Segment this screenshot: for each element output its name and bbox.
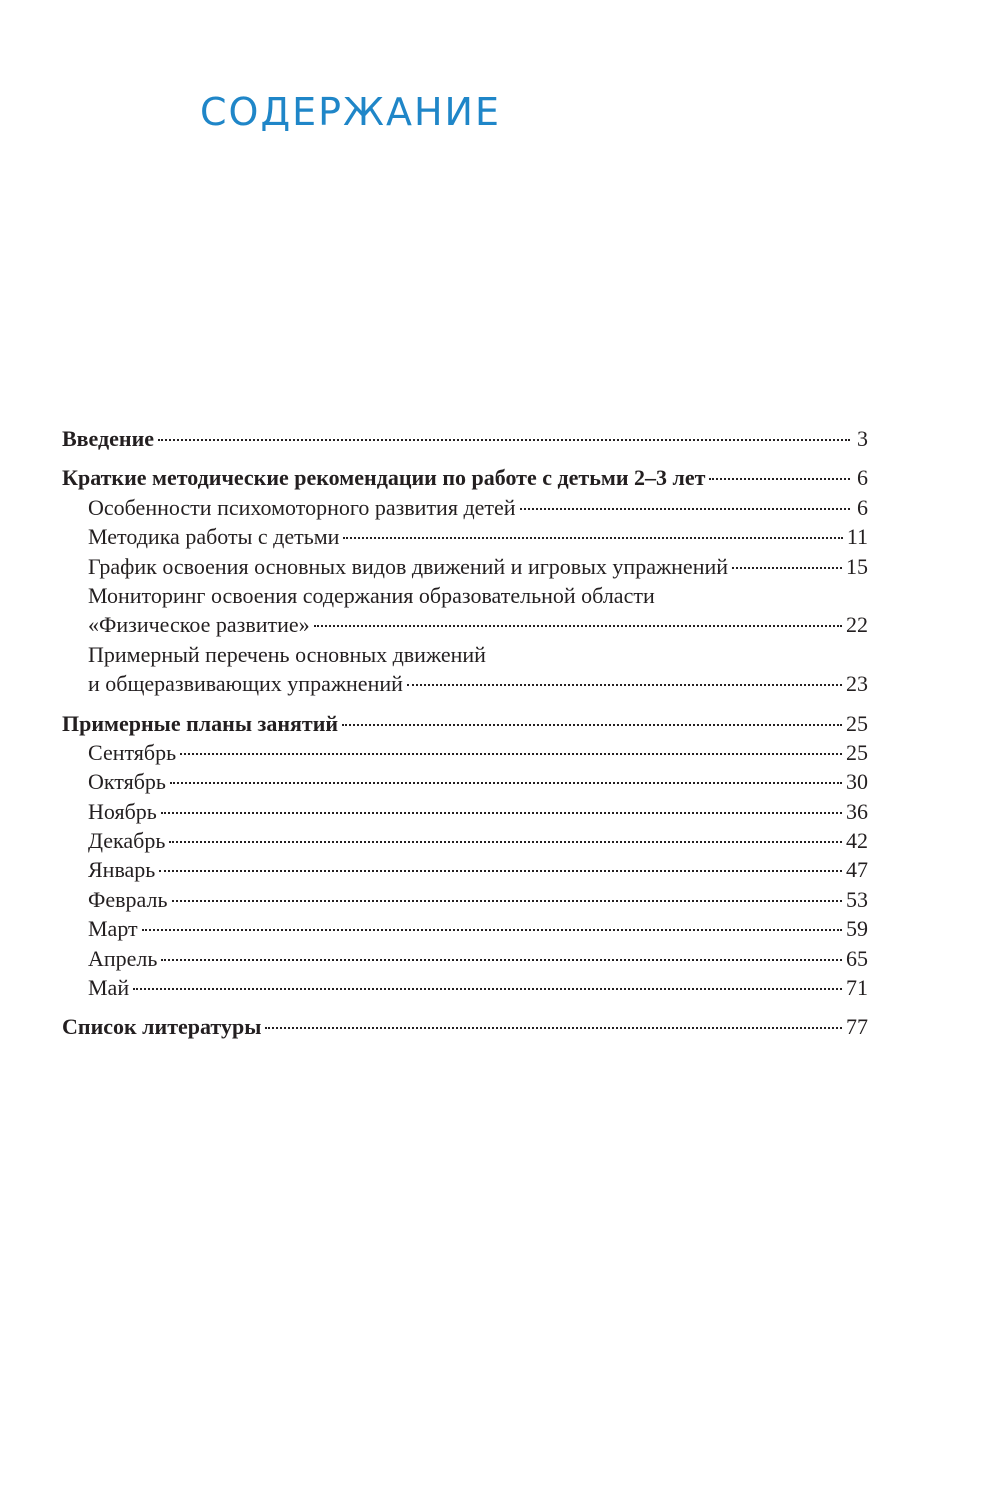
toc-entry-title: Февраль [88,886,168,912]
toc-entry-title: Сентябрь [88,739,177,765]
toc-page-number: 30 [846,769,868,795]
toc-entry-title-continued: «Физическое развитие» [88,612,310,638]
dot-leader [343,537,842,539]
dot-leader [161,959,842,961]
toc-subentry-monitoring-line2[interactable] [62,610,868,639]
toc-entry-title-continued: и общеразвивающих упражнений [88,671,403,697]
toc-entry-title: Апрель [88,945,158,971]
toc-subentry-monitoring-line1[interactable] [62,581,868,610]
dot-leader [158,439,850,441]
toc-subentry[interactable] [62,493,868,522]
toc-month-entry[interactable] [62,973,868,1002]
toc-page-number: 36 [846,798,868,824]
toc-page-number: 65 [846,945,868,971]
toc-page-number: 59 [846,916,868,942]
toc-page-number: 22 [846,612,868,638]
dot-leader [172,900,842,902]
toc-page-number: 47 [846,857,868,883]
toc-entry-title: Ноябрь [88,798,157,824]
toc-page-number: 71 [846,975,868,1001]
toc-page-number: 53 [846,886,868,912]
toc-entry-title: Краткие методические рекомендации по работе с детьми 2–3 лет [62,465,706,491]
toc-month-entry[interactable] [62,944,868,973]
dot-leader [732,567,842,569]
toc-month-entry[interactable] [62,855,868,884]
toc-entry-title: Март [88,916,138,942]
toc-page-number: 42 [846,828,868,854]
toc-entry-title: Введение [62,426,155,451]
toc-entry-title: Список литературы [62,1014,262,1040]
toc-subentry[interactable] [62,552,868,581]
toc-entry-title: Май [88,975,130,1001]
dot-leader [709,478,850,480]
toc-subentry[interactable] [62,522,868,551]
dot-leader [314,625,842,627]
toc-entry-literature[interactable] [62,1012,868,1041]
toc-entry-title: Октябрь [88,769,166,795]
toc-entry-title: Особенности психомоторного развития детей [88,494,516,520]
dot-leader [342,724,842,726]
toc-page-number: 23 [846,671,868,697]
toc-entry-intro[interactable] [62,424,868,453]
toc-month-entry[interactable] [62,826,868,855]
toc-entry-title: Примерный перечень основных движений [88,641,486,667]
toc-page-number: 11 [846,524,868,550]
toc-subentry-list-moves-line1[interactable] [62,640,868,669]
table-of-contents [62,424,868,1042]
dot-leader [170,782,842,784]
dot-leader [520,508,850,510]
toc-page-number: 3 [857,426,868,451]
toc-subentry-list-moves-line2[interactable] [62,669,868,698]
dot-leader [265,1027,842,1029]
toc-month-entry[interactable] [62,797,868,826]
toc-page-number: 77 [846,1014,868,1040]
toc-page-number: 6 [857,494,868,520]
toc-page-number: 6 [857,465,868,491]
toc-month-entry[interactable] [62,914,868,943]
toc-page-number: 25 [846,739,868,765]
dot-leader [159,870,842,872]
toc-entry-title: Примерные планы занятий [62,710,339,736]
page-title: СОДЕРЖАНИЕ [200,90,501,134]
toc-entry-title: График освоения основных видов движений и игровых упражнений [88,553,729,579]
toc-month-entry[interactable] [62,885,868,914]
toc-month-entry[interactable] [62,767,868,796]
toc-entry-methods[interactable] [62,463,868,492]
toc-entry-title: Декабрь [88,828,166,854]
dot-leader [133,988,842,990]
toc-entry-plans[interactable] [62,709,868,738]
dot-leader [161,812,842,814]
toc-entry-title: Январь [88,857,156,883]
dot-leader [407,684,842,686]
dot-leader [180,753,842,755]
dot-leader [169,841,842,843]
toc-page-number: 25 [846,710,868,736]
dot-leader [142,929,842,931]
toc-page-number: 15 [846,553,868,579]
toc-entry-title: Мониторинг освоения содержания образовательной области [88,582,655,608]
toc-month-entry[interactable] [62,738,868,767]
toc-entry-title: Методика работы с детьми [88,524,340,550]
